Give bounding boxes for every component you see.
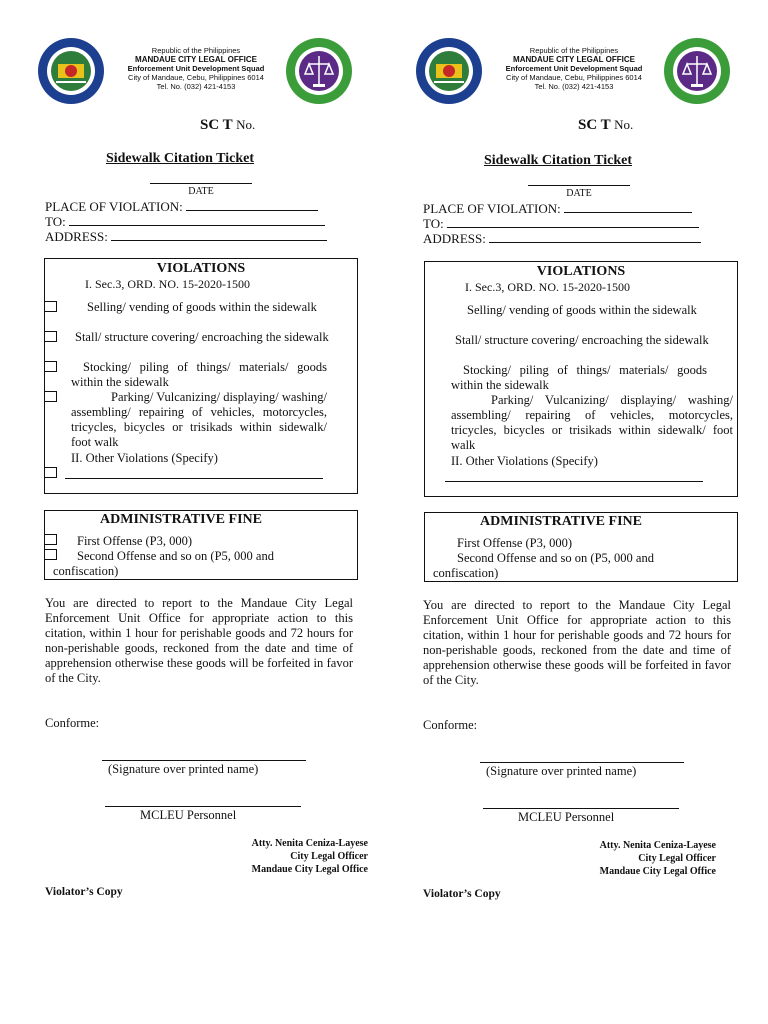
notice-paragraph: You are directed to report to the Mandaue City Legal Enforcement Unit Office for appropriate action to this citation, within 1 hour for perishable goods and 72 hours for non-perishable goods, reckoned from the date and time of apprehension otherwise these goods will be forfeited in favor of the City.: [45, 596, 353, 685]
date-line[interactable]: [528, 185, 630, 186]
office-name: MANDAUE CITY LEGAL OFFICE: [513, 55, 635, 64]
date-label: DATE: [188, 186, 214, 197]
signature-line[interactable]: [102, 760, 306, 761]
to-field[interactable]: [45, 214, 325, 230]
citation-ticket-right: [408, 0, 738, 1024]
personnel-line[interactable]: [483, 808, 679, 809]
number-label: No.: [236, 117, 256, 132]
first-offense-text: First Offense (P3, 000): [457, 536, 573, 550]
sct-label: SC T: [200, 117, 233, 133]
letterhead-text: [486, 46, 662, 91]
officer-office: Mandaue City Legal Office: [599, 866, 716, 877]
violation-item-1: Selling/ vending of goods within the sidewalk: [87, 300, 317, 314]
to-field[interactable]: [423, 216, 699, 232]
violation-item-1: Selling/ vending of goods within the sidewalk: [467, 303, 697, 317]
officer-block: [252, 837, 368, 876]
violation-item-3: Stocking/ piling of things/ materials/ goods within the sidewalk: [71, 360, 327, 389]
legal-office-seal-icon: [662, 36, 732, 106]
personnel-label: MCLEU Personnel: [140, 808, 237, 822]
signature-label: (Signature over printed name): [108, 762, 259, 776]
date-label: DATE: [566, 188, 592, 199]
copy-label: Violator’s Copy: [423, 888, 501, 900]
address-field[interactable]: [45, 229, 327, 245]
violation-checkbox-4[interactable]: [44, 391, 57, 402]
unit-name: Enforcement Unit Development Squad: [127, 64, 265, 73]
ordinance-text: I. Sec.3, ORD. NO. 15-2020-1500: [465, 280, 630, 294]
page-title: Sidewalk Citation Ticket: [105, 151, 255, 166]
date-line[interactable]: [150, 183, 252, 184]
sct-label: SC T: [578, 117, 611, 133]
to-line[interactable]: [447, 216, 699, 228]
place-of-violation-field[interactable]: [45, 199, 318, 215]
sct-number-label: [200, 117, 255, 134]
office-address: City of Mandaue, Cebu, Philippines 6014: [128, 73, 264, 82]
other-violations-label: II. Other Violations (Specify): [71, 451, 218, 465]
place-line[interactable]: [186, 199, 318, 211]
copy-label: Violator’s Copy: [45, 886, 123, 898]
notice-paragraph: You are directed to report to the Mandaue City Legal Enforcement Unit Office for appropriate action to this citation, within 1 hour for perishable goods and 72 hours for non-perishable goods, reckoned from the date and time of apprehension otherwise these goods will be forfeited in favor of the City.: [423, 598, 731, 687]
place-line[interactable]: [564, 201, 692, 213]
officer-title: City Legal Officer: [290, 851, 368, 862]
violation-item-4: Parking/ Vulcanizing/ displaying/ washing/ assembling/ repairing of vehicles, motorcycles, tricycles, bicycles or trisikads within sidewalk/ foot walk: [71, 390, 328, 449]
violation-checkbox-1[interactable]: [44, 301, 57, 312]
to-label: TO:: [423, 216, 444, 231]
violation-item-4: Parking/ Vulcanizing/ displaying/ washing/ assembling/ repairing of vehicles, motorcycles, tricycles, bicycles or trisikads within sidewalk/ foot walk: [451, 393, 733, 452]
violations-box: [424, 261, 738, 497]
mandaue-city-seal-icon: [36, 36, 106, 106]
violation-item-2: Stall/ structure covering/ encroaching the sidewalk: [455, 333, 709, 347]
violations-title: VIOLATIONS: [156, 261, 246, 276]
violations-title: VIOLATIONS: [536, 264, 626, 279]
republic-text: Republic of the Philippines: [151, 46, 241, 55]
administrative-fine-box: [424, 512, 738, 582]
office-name: MANDAUE CITY LEGAL OFFICE: [135, 55, 257, 64]
other-violation-line[interactable]: [65, 478, 323, 479]
personnel-label: MCLEU Personnel: [518, 810, 615, 824]
second-offense-text: Second Offense and so on (P5, 000 and confiscation): [433, 551, 654, 580]
officer-title: City Legal Officer: [638, 853, 716, 864]
page-title: Sidewalk Citation Ticket: [483, 153, 633, 168]
letterhead: [414, 34, 732, 110]
address-field[interactable]: [423, 231, 701, 247]
office-tel: Tel. No. (032) 421-4153: [156, 82, 236, 91]
other-violation-checkbox[interactable]: [44, 467, 57, 478]
place-of-violation-field[interactable]: [423, 201, 692, 217]
first-offense-checkbox[interactable]: [44, 534, 57, 545]
officer-name: Atty. Nenita Ceniza-Layese: [251, 838, 368, 849]
place-label: PLACE OF VIOLATION:: [45, 199, 183, 214]
officer-name: Atty. Nenita Ceniza-Layese: [599, 840, 716, 851]
place-label: PLACE OF VIOLATION:: [423, 201, 561, 216]
officer-office: Mandaue City Legal Office: [251, 864, 368, 875]
violation-checkbox-2[interactable]: [44, 331, 57, 342]
other-violations-label: II. Other Violations (Specify): [451, 454, 598, 468]
violation-item-2: Stall/ structure covering/ encroaching the sidewalk: [75, 330, 329, 344]
number-label: No.: [614, 117, 634, 132]
legal-office-seal-icon: [284, 36, 354, 106]
letterhead-text: [108, 46, 284, 91]
officer-block: [600, 839, 716, 878]
personnel-line[interactable]: [105, 806, 301, 807]
fine-title: ADMINISTRATIVE FINE: [100, 512, 262, 527]
violation-checkbox-3[interactable]: [44, 361, 57, 372]
conforme-label: Conforme:: [45, 716, 100, 730]
to-label: TO:: [45, 214, 66, 229]
administrative-fine-box: [44, 510, 358, 580]
address-label: ADDRESS:: [45, 229, 108, 244]
office-tel: Tel. No. (032) 421-4153: [534, 82, 614, 91]
letterhead: [36, 34, 354, 110]
unit-name: Enforcement Unit Development Squad: [505, 64, 643, 73]
fine-title: ADMINISTRATIVE FINE: [480, 514, 642, 529]
citation-ticket-left: [30, 0, 368, 1024]
signature-line[interactable]: [480, 762, 684, 763]
address-label: ADDRESS:: [423, 231, 486, 246]
violations-box: [44, 258, 358, 494]
other-violation-line[interactable]: [445, 481, 703, 482]
mandaue-city-seal-icon: [414, 36, 484, 106]
sct-number-label: [578, 117, 633, 134]
violation-item-3: Stocking/ piling of things/ materials/ goods within the sidewalk: [451, 363, 707, 392]
ordinance-text: I. Sec.3, ORD. NO. 15-2020-1500: [85, 277, 250, 291]
republic-text: Republic of the Philippines: [529, 46, 619, 55]
second-offense-text: Second Offense and so on (P5, 000 and confiscation): [53, 549, 274, 578]
office-address: City of Mandaue, Cebu, Philippines 6014: [506, 73, 642, 82]
to-line[interactable]: [69, 214, 325, 226]
address-line[interactable]: [489, 231, 701, 243]
conforme-label: Conforme:: [423, 718, 478, 732]
first-offense-text: First Offense (P3, 000): [77, 534, 193, 548]
address-line[interactable]: [111, 229, 327, 241]
signature-label: (Signature over printed name): [486, 764, 637, 778]
